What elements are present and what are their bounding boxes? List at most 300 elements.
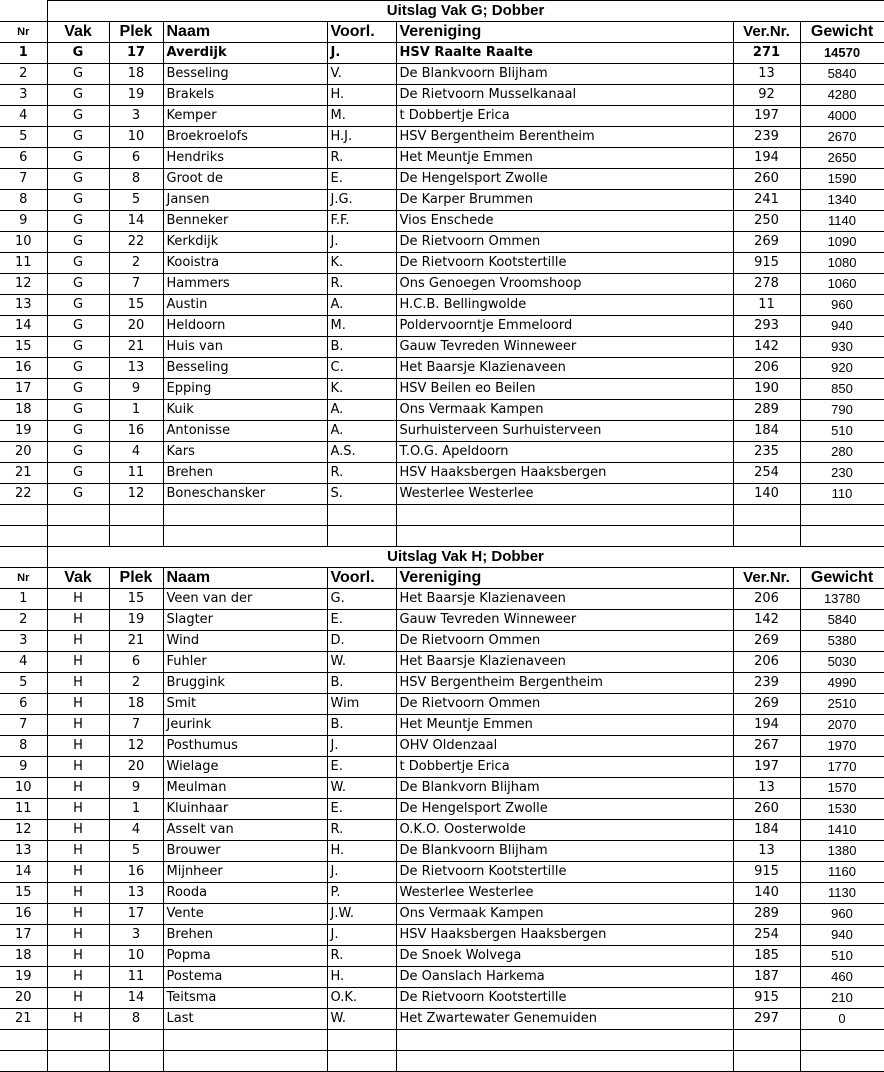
cell-nr[interactable]: 6 — [0, 694, 47, 715]
cell-empty[interactable] — [327, 505, 396, 526]
cell-voorl[interactable]: E. — [327, 757, 396, 778]
cell-vernr[interactable]: 184 — [733, 820, 800, 841]
cell-vak[interactable]: H — [47, 757, 109, 778]
cell-vak[interactable]: H — [47, 589, 109, 610]
cell-naam[interactable]: Kluinhaar — [163, 799, 327, 820]
cell-nr[interactable]: 8 — [0, 190, 47, 211]
cell-nr[interactable]: 20 — [0, 442, 47, 463]
cell-vak[interactable]: G — [47, 127, 109, 148]
cell-gewicht[interactable]: 5380 — [800, 631, 884, 652]
cell-voorl[interactable]: F.F. — [327, 211, 396, 232]
cell-vereniging[interactable]: HSV Raalte Raalte — [396, 43, 733, 64]
cell-voorl[interactable]: R. — [327, 274, 396, 295]
cell-vereniging[interactable]: HSV Haaksbergen Haaksbergen — [396, 925, 733, 946]
cell-gewicht[interactable]: 1410 — [800, 820, 884, 841]
cell-vereniging[interactable]: Het Baarsje Klazienaveen — [396, 652, 733, 673]
cell-vak[interactable]: G — [47, 484, 109, 505]
cell-vak[interactable]: H — [47, 862, 109, 883]
cell-empty[interactable] — [0, 505, 47, 526]
cell-voorl[interactable]: V. — [327, 64, 396, 85]
cell-gewicht[interactable]: 4990 — [800, 673, 884, 694]
column-header-vereniging[interactable]: Vereniging — [396, 568, 733, 589]
cell-vereniging[interactable]: T.O.G. Apeldoorn — [396, 442, 733, 463]
cell-plek[interactable]: 11 — [109, 463, 163, 484]
cell-nr[interactable]: 20 — [0, 988, 47, 1009]
cell-gewicht[interactable]: 5840 — [800, 64, 884, 85]
cell-vak[interactable]: H — [47, 988, 109, 1009]
cell-vernr[interactable]: 267 — [733, 736, 800, 757]
cell-vernr[interactable]: 289 — [733, 904, 800, 925]
cell-empty[interactable] — [327, 526, 396, 547]
cell-naam[interactable]: Austin — [163, 295, 327, 316]
cell-empty[interactable] — [733, 505, 800, 526]
cell-voorl[interactable]: H. — [327, 841, 396, 862]
column-header-nr[interactable]: Nr — [0, 22, 47, 43]
cell-naam[interactable]: Kars — [163, 442, 327, 463]
cell-nr[interactable]: 7 — [0, 169, 47, 190]
cell-empty[interactable] — [733, 526, 800, 547]
cell-vak[interactable]: H — [47, 1009, 109, 1030]
cell-vernr[interactable]: 92 — [733, 85, 800, 106]
cell-plek[interactable]: 14 — [109, 211, 163, 232]
cell-naam[interactable]: Posthumus — [163, 736, 327, 757]
cell-vak[interactable]: G — [47, 442, 109, 463]
cell-plek[interactable]: 21 — [109, 631, 163, 652]
cell-naam[interactable]: Broekroelofs — [163, 127, 327, 148]
cell-naam[interactable]: Jansen — [163, 190, 327, 211]
cell-vereniging[interactable]: De Blankvoorn Blijham — [396, 64, 733, 85]
cell-nr[interactable]: 1 — [0, 589, 47, 610]
cell-vereniging[interactable]: Ons Genoegen Vroomshoop — [396, 274, 733, 295]
cell-voorl[interactable]: R. — [327, 946, 396, 967]
cell-vak[interactable]: G — [47, 253, 109, 274]
cell-vak[interactable]: G — [47, 295, 109, 316]
cell-gewicht[interactable]: 14570 — [800, 43, 884, 64]
cell-empty[interactable] — [109, 1051, 163, 1072]
cell-naam[interactable]: Brakels — [163, 85, 327, 106]
cell-vereniging[interactable]: De Rietvoorn Ommen — [396, 694, 733, 715]
cell-gewicht[interactable]: 510 — [800, 946, 884, 967]
cell-empty[interactable] — [396, 1051, 733, 1072]
cell-nr[interactable]: 6 — [0, 148, 47, 169]
cell-naam[interactable]: Huis van — [163, 337, 327, 358]
cell-gewicht[interactable]: 1080 — [800, 253, 884, 274]
cell-vereniging[interactable]: Ons Vermaak Kampen — [396, 904, 733, 925]
cell-voorl[interactable]: R. — [327, 820, 396, 841]
cell-voorl[interactable]: R. — [327, 463, 396, 484]
cell-gewicht[interactable]: 2070 — [800, 715, 884, 736]
cell-naam[interactable]: Jeurink — [163, 715, 327, 736]
cell-nr[interactable]: 1 — [0, 43, 47, 64]
cell-naam[interactable]: Brouwer — [163, 841, 327, 862]
cell-gewicht[interactable]: 1090 — [800, 232, 884, 253]
cell-naam[interactable]: Meulman — [163, 778, 327, 799]
cell-gewicht[interactable]: 1340 — [800, 190, 884, 211]
cell-vernr[interactable]: 11 — [733, 295, 800, 316]
cell-vereniging[interactable]: t Dobbertje Erica — [396, 106, 733, 127]
cell-nr[interactable]: 18 — [0, 400, 47, 421]
cell-plek[interactable]: 4 — [109, 820, 163, 841]
cell-nr[interactable]: 17 — [0, 925, 47, 946]
cell-plek[interactable]: 1 — [109, 400, 163, 421]
cell-vernr[interactable]: 915 — [733, 862, 800, 883]
cell-voorl[interactable]: E. — [327, 169, 396, 190]
cell-gewicht[interactable]: 850 — [800, 379, 884, 400]
cell-vernr[interactable]: 250 — [733, 211, 800, 232]
cell-vernr[interactable]: 293 — [733, 316, 800, 337]
cell-empty[interactable] — [47, 526, 109, 547]
cell-gewicht[interactable]: 510 — [800, 421, 884, 442]
cell-nr[interactable]: 22 — [0, 484, 47, 505]
cell-voorl[interactable]: Wim — [327, 694, 396, 715]
cell-plek[interactable]: 7 — [109, 274, 163, 295]
cell-nr[interactable]: 12 — [0, 820, 47, 841]
cell-plek[interactable]: 2 — [109, 253, 163, 274]
cell-vak[interactable]: G — [47, 274, 109, 295]
cell-gewicht[interactable]: 210 — [800, 988, 884, 1009]
cell-nr[interactable]: 21 — [0, 1009, 47, 1030]
cell-plek[interactable]: 19 — [109, 85, 163, 106]
cell-plek[interactable]: 20 — [109, 757, 163, 778]
cell-vernr[interactable]: 140 — [733, 883, 800, 904]
cell-naam[interactable]: Asselt van — [163, 820, 327, 841]
cell-vernr[interactable]: 194 — [733, 148, 800, 169]
cell-vereniging[interactable]: Poldervoorntje Emmeloord — [396, 316, 733, 337]
cell-vak[interactable]: H — [47, 820, 109, 841]
cell-plek[interactable]: 21 — [109, 337, 163, 358]
cell-gewicht[interactable]: 5030 — [800, 652, 884, 673]
cell-vereniging[interactable]: Gauw Tevreden Winneweer — [396, 337, 733, 358]
cell-naam[interactable]: Besseling — [163, 64, 327, 85]
cell-nr[interactable]: 19 — [0, 967, 47, 988]
cell-plek[interactable]: 15 — [109, 589, 163, 610]
cell-voorl[interactable]: J.W. — [327, 904, 396, 925]
column-header-vernr[interactable]: Ver.Nr. — [733, 22, 800, 43]
cell-vernr[interactable]: 260 — [733, 169, 800, 190]
column-header-gewicht[interactable]: Gewicht — [800, 22, 884, 43]
cell-empty[interactable] — [0, 547, 47, 568]
cell-plek[interactable]: 1 — [109, 799, 163, 820]
cell-vereniging[interactable]: Surhuisterveen Surhuisterveen — [396, 421, 733, 442]
cell-vereniging[interactable]: De Hengelsport Zwolle — [396, 169, 733, 190]
cell-naam[interactable]: Veen van der — [163, 589, 327, 610]
cell-vak[interactable]: G — [47, 211, 109, 232]
cell-nr[interactable]: 13 — [0, 841, 47, 862]
cell-vereniging[interactable]: De Oanslach Harkema — [396, 967, 733, 988]
column-header-nr[interactable]: Nr — [0, 568, 47, 589]
cell-voorl[interactable]: J. — [327, 736, 396, 757]
cell-naam[interactable]: Teitsma — [163, 988, 327, 1009]
cell-vernr[interactable]: 915 — [733, 253, 800, 274]
cell-vak[interactable]: G — [47, 85, 109, 106]
cell-vereniging[interactable]: H.C.B. Bellingwolde — [396, 295, 733, 316]
cell-gewicht[interactable]: 4280 — [800, 85, 884, 106]
cell-naam[interactable]: Besseling — [163, 358, 327, 379]
cell-nr[interactable]: 13 — [0, 295, 47, 316]
cell-vak[interactable]: H — [47, 652, 109, 673]
cell-voorl[interactable]: H. — [327, 967, 396, 988]
cell-nr[interactable]: 14 — [0, 316, 47, 337]
cell-naam[interactable]: Brehen — [163, 925, 327, 946]
cell-voorl[interactable]: J. — [327, 43, 396, 64]
cell-voorl[interactable]: E. — [327, 799, 396, 820]
cell-nr[interactable]: 4 — [0, 106, 47, 127]
cell-voorl[interactable]: W. — [327, 1009, 396, 1030]
cell-vereniging[interactable]: O.K.O. Oosterwolde — [396, 820, 733, 841]
column-header-naam[interactable]: Naam — [163, 568, 327, 589]
cell-plek[interactable]: 9 — [109, 778, 163, 799]
cell-plek[interactable]: 9 — [109, 379, 163, 400]
cell-gewicht[interactable]: 960 — [800, 904, 884, 925]
cell-vereniging[interactable]: De Hengelsport Zwolle — [396, 799, 733, 820]
cell-gewicht[interactable]: 2650 — [800, 148, 884, 169]
cell-vernr[interactable]: 190 — [733, 379, 800, 400]
cell-vak[interactable]: H — [47, 778, 109, 799]
cell-empty[interactable] — [47, 1030, 109, 1051]
cell-plek[interactable]: 5 — [109, 190, 163, 211]
cell-nr[interactable]: 16 — [0, 358, 47, 379]
cell-naam[interactable]: Boneschansker — [163, 484, 327, 505]
cell-vereniging[interactable]: De Karper Brummen — [396, 190, 733, 211]
cell-nr[interactable]: 11 — [0, 799, 47, 820]
cell-plek[interactable]: 12 — [109, 484, 163, 505]
cell-nr[interactable]: 2 — [0, 64, 47, 85]
cell-plek[interactable]: 22 — [109, 232, 163, 253]
cell-naam[interactable]: Averdijk — [163, 43, 327, 64]
cell-vernr[interactable]: 142 — [733, 337, 800, 358]
cell-gewicht[interactable]: 920 — [800, 358, 884, 379]
cell-nr[interactable]: 9 — [0, 757, 47, 778]
cell-empty[interactable] — [163, 526, 327, 547]
cell-vak[interactable]: H — [47, 610, 109, 631]
column-header-gewicht[interactable]: Gewicht — [800, 568, 884, 589]
cell-nr[interactable]: 19 — [0, 421, 47, 442]
cell-empty[interactable] — [733, 1030, 800, 1051]
cell-voorl[interactable]: B. — [327, 715, 396, 736]
section-title[interactable]: Uitslag Vak G; Dobber — [47, 1, 884, 22]
column-header-plek[interactable]: Plek — [109, 568, 163, 589]
cell-nr[interactable]: 5 — [0, 127, 47, 148]
cell-voorl[interactable]: J. — [327, 862, 396, 883]
cell-plek[interactable]: 6 — [109, 652, 163, 673]
cell-plek[interactable]: 19 — [109, 610, 163, 631]
cell-gewicht[interactable]: 460 — [800, 967, 884, 988]
cell-empty[interactable] — [0, 1, 47, 22]
cell-gewicht[interactable]: 1060 — [800, 274, 884, 295]
cell-naam[interactable]: Kooistra — [163, 253, 327, 274]
cell-vernr[interactable]: 13 — [733, 778, 800, 799]
cell-empty[interactable] — [47, 505, 109, 526]
cell-voorl[interactable]: O.K. — [327, 988, 396, 1009]
cell-vereniging[interactable]: HSV Beilen eo Beilen — [396, 379, 733, 400]
cell-vernr[interactable]: 142 — [733, 610, 800, 631]
cell-naam[interactable]: Benneker — [163, 211, 327, 232]
cell-vak[interactable]: H — [47, 673, 109, 694]
column-header-voorl[interactable]: Voorl. — [327, 22, 396, 43]
cell-vernr[interactable]: 194 — [733, 715, 800, 736]
cell-nr[interactable]: 8 — [0, 736, 47, 757]
cell-naam[interactable]: Vente — [163, 904, 327, 925]
cell-vernr[interactable]: 254 — [733, 925, 800, 946]
cell-vernr[interactable]: 185 — [733, 946, 800, 967]
cell-gewicht[interactable]: 13780 — [800, 589, 884, 610]
cell-vernr[interactable]: 13 — [733, 841, 800, 862]
cell-vereniging[interactable]: Het Baarsje Klazienaveen — [396, 358, 733, 379]
cell-plek[interactable]: 6 — [109, 148, 163, 169]
cell-voorl[interactable]: P. — [327, 883, 396, 904]
cell-naam[interactable]: Rooda — [163, 883, 327, 904]
cell-vernr[interactable]: 184 — [733, 421, 800, 442]
cell-voorl[interactable]: K. — [327, 379, 396, 400]
cell-nr[interactable]: 15 — [0, 337, 47, 358]
cell-vernr[interactable]: 241 — [733, 190, 800, 211]
cell-gewicht[interactable]: 940 — [800, 316, 884, 337]
cell-naam[interactable]: Wielage — [163, 757, 327, 778]
cell-nr[interactable]: 5 — [0, 673, 47, 694]
cell-vak[interactable]: H — [47, 694, 109, 715]
cell-nr[interactable]: 18 — [0, 946, 47, 967]
cell-gewicht[interactable]: 1590 — [800, 169, 884, 190]
cell-vernr[interactable]: 269 — [733, 232, 800, 253]
cell-vak[interactable]: G — [47, 43, 109, 64]
cell-naam[interactable]: Postema — [163, 967, 327, 988]
cell-nr[interactable]: 12 — [0, 274, 47, 295]
cell-vernr[interactable]: 297 — [733, 1009, 800, 1030]
cell-vak[interactable]: H — [47, 631, 109, 652]
cell-gewicht[interactable]: 1970 — [800, 736, 884, 757]
cell-gewicht[interactable]: 790 — [800, 400, 884, 421]
cell-vak[interactable]: G — [47, 148, 109, 169]
cell-nr[interactable]: 3 — [0, 631, 47, 652]
cell-vereniging[interactable]: Westerlee Westerlee — [396, 484, 733, 505]
cell-gewicht[interactable]: 960 — [800, 295, 884, 316]
cell-naam[interactable]: Mijnheer — [163, 862, 327, 883]
cell-gewicht[interactable]: 2510 — [800, 694, 884, 715]
cell-vernr[interactable]: 271 — [733, 43, 800, 64]
cell-nr[interactable]: 10 — [0, 232, 47, 253]
cell-plek[interactable]: 10 — [109, 946, 163, 967]
cell-nr[interactable]: 21 — [0, 463, 47, 484]
cell-vak[interactable]: H — [47, 736, 109, 757]
cell-vereniging[interactable]: Ons Vermaak Kampen — [396, 400, 733, 421]
cell-gewicht[interactable]: 2670 — [800, 127, 884, 148]
cell-empty[interactable] — [163, 505, 327, 526]
cell-plek[interactable]: 14 — [109, 988, 163, 1009]
cell-empty[interactable] — [0, 1030, 47, 1051]
cell-voorl[interactable]: K. — [327, 253, 396, 274]
cell-vereniging[interactable]: Het Zwartewater Genemuiden — [396, 1009, 733, 1030]
cell-empty[interactable] — [109, 526, 163, 547]
cell-voorl[interactable]: B. — [327, 673, 396, 694]
cell-voorl[interactable]: J.G. — [327, 190, 396, 211]
cell-vernr[interactable]: 239 — [733, 127, 800, 148]
cell-vereniging[interactable]: Het Meuntje Emmen — [396, 148, 733, 169]
cell-naam[interactable]: Hammers — [163, 274, 327, 295]
cell-naam[interactable]: Wind — [163, 631, 327, 652]
cell-vereniging[interactable]: De Rietvoorn Ommen — [396, 232, 733, 253]
cell-vak[interactable]: G — [47, 379, 109, 400]
cell-voorl[interactable]: B. — [327, 337, 396, 358]
cell-voorl[interactable]: A.S. — [327, 442, 396, 463]
cell-plek[interactable]: 4 — [109, 442, 163, 463]
cell-vak[interactable]: H — [47, 715, 109, 736]
cell-vereniging[interactable]: De Rietvoorn Musselkanaal — [396, 85, 733, 106]
cell-voorl[interactable]: M. — [327, 106, 396, 127]
cell-nr[interactable]: 16 — [0, 904, 47, 925]
cell-gewicht[interactable]: 5840 — [800, 610, 884, 631]
cell-vereniging[interactable]: De Blankvorn Blijham — [396, 778, 733, 799]
cell-nr[interactable]: 15 — [0, 883, 47, 904]
cell-voorl[interactable]: A. — [327, 421, 396, 442]
cell-vernr[interactable]: 13 — [733, 64, 800, 85]
cell-gewicht[interactable]: 280 — [800, 442, 884, 463]
cell-vereniging[interactable]: HSV Bergentheim Bergentheim — [396, 673, 733, 694]
cell-nr[interactable]: 4 — [0, 652, 47, 673]
cell-empty[interactable] — [396, 1030, 733, 1051]
column-header-vak[interactable]: Vak — [47, 22, 109, 43]
cell-vernr[interactable]: 187 — [733, 967, 800, 988]
cell-gewicht[interactable]: 230 — [800, 463, 884, 484]
cell-voorl[interactable]: J. — [327, 925, 396, 946]
cell-naam[interactable]: Smit — [163, 694, 327, 715]
cell-naam[interactable]: Slagter — [163, 610, 327, 631]
cell-vak[interactable]: G — [47, 316, 109, 337]
cell-vereniging[interactable]: De Rietvoorn Kootstertille — [396, 988, 733, 1009]
cell-plek[interactable]: 20 — [109, 316, 163, 337]
cell-empty[interactable] — [800, 526, 884, 547]
cell-vereniging[interactable]: De Blankvoorn Blijham — [396, 841, 733, 862]
cell-gewicht[interactable]: 1160 — [800, 862, 884, 883]
cell-vak[interactable]: G — [47, 358, 109, 379]
cell-gewicht[interactable]: 1140 — [800, 211, 884, 232]
cell-plek[interactable]: 13 — [109, 883, 163, 904]
cell-vak[interactable]: H — [47, 904, 109, 925]
cell-naam[interactable]: Brehen — [163, 463, 327, 484]
cell-vereniging[interactable]: t Dobbertje Erica — [396, 757, 733, 778]
cell-vernr[interactable]: 254 — [733, 463, 800, 484]
cell-vak[interactable]: G — [47, 190, 109, 211]
cell-voorl[interactable]: R. — [327, 148, 396, 169]
cell-vernr[interactable]: 915 — [733, 988, 800, 1009]
cell-plek[interactable]: 16 — [109, 421, 163, 442]
cell-nr[interactable]: 3 — [0, 85, 47, 106]
column-header-plek[interactable]: Plek — [109, 22, 163, 43]
cell-voorl[interactable]: D. — [327, 631, 396, 652]
cell-vernr[interactable]: 197 — [733, 757, 800, 778]
cell-voorl[interactable]: G. — [327, 589, 396, 610]
cell-plek[interactable]: 3 — [109, 106, 163, 127]
cell-gewicht[interactable]: 1380 — [800, 841, 884, 862]
cell-empty[interactable] — [327, 1030, 396, 1051]
column-header-vereniging[interactable]: Vereniging — [396, 22, 733, 43]
cell-nr[interactable]: 9 — [0, 211, 47, 232]
cell-voorl[interactable]: W. — [327, 778, 396, 799]
cell-empty[interactable] — [733, 1051, 800, 1072]
cell-gewicht[interactable]: 1530 — [800, 799, 884, 820]
cell-plek[interactable]: 5 — [109, 841, 163, 862]
cell-plek[interactable]: 10 — [109, 127, 163, 148]
cell-empty[interactable] — [800, 1030, 884, 1051]
cell-vereniging[interactable]: HSV Bergentheim Berentheim — [396, 127, 733, 148]
cell-vereniging[interactable]: Het Baarsje Klazienaveen — [396, 589, 733, 610]
cell-gewicht[interactable]: 0 — [800, 1009, 884, 1030]
cell-vak[interactable]: G — [47, 169, 109, 190]
cell-empty[interactable] — [327, 1051, 396, 1072]
cell-nr[interactable]: 7 — [0, 715, 47, 736]
cell-naam[interactable]: Antonisse — [163, 421, 327, 442]
cell-naam[interactable]: Heldoorn — [163, 316, 327, 337]
cell-plek[interactable]: 8 — [109, 1009, 163, 1030]
